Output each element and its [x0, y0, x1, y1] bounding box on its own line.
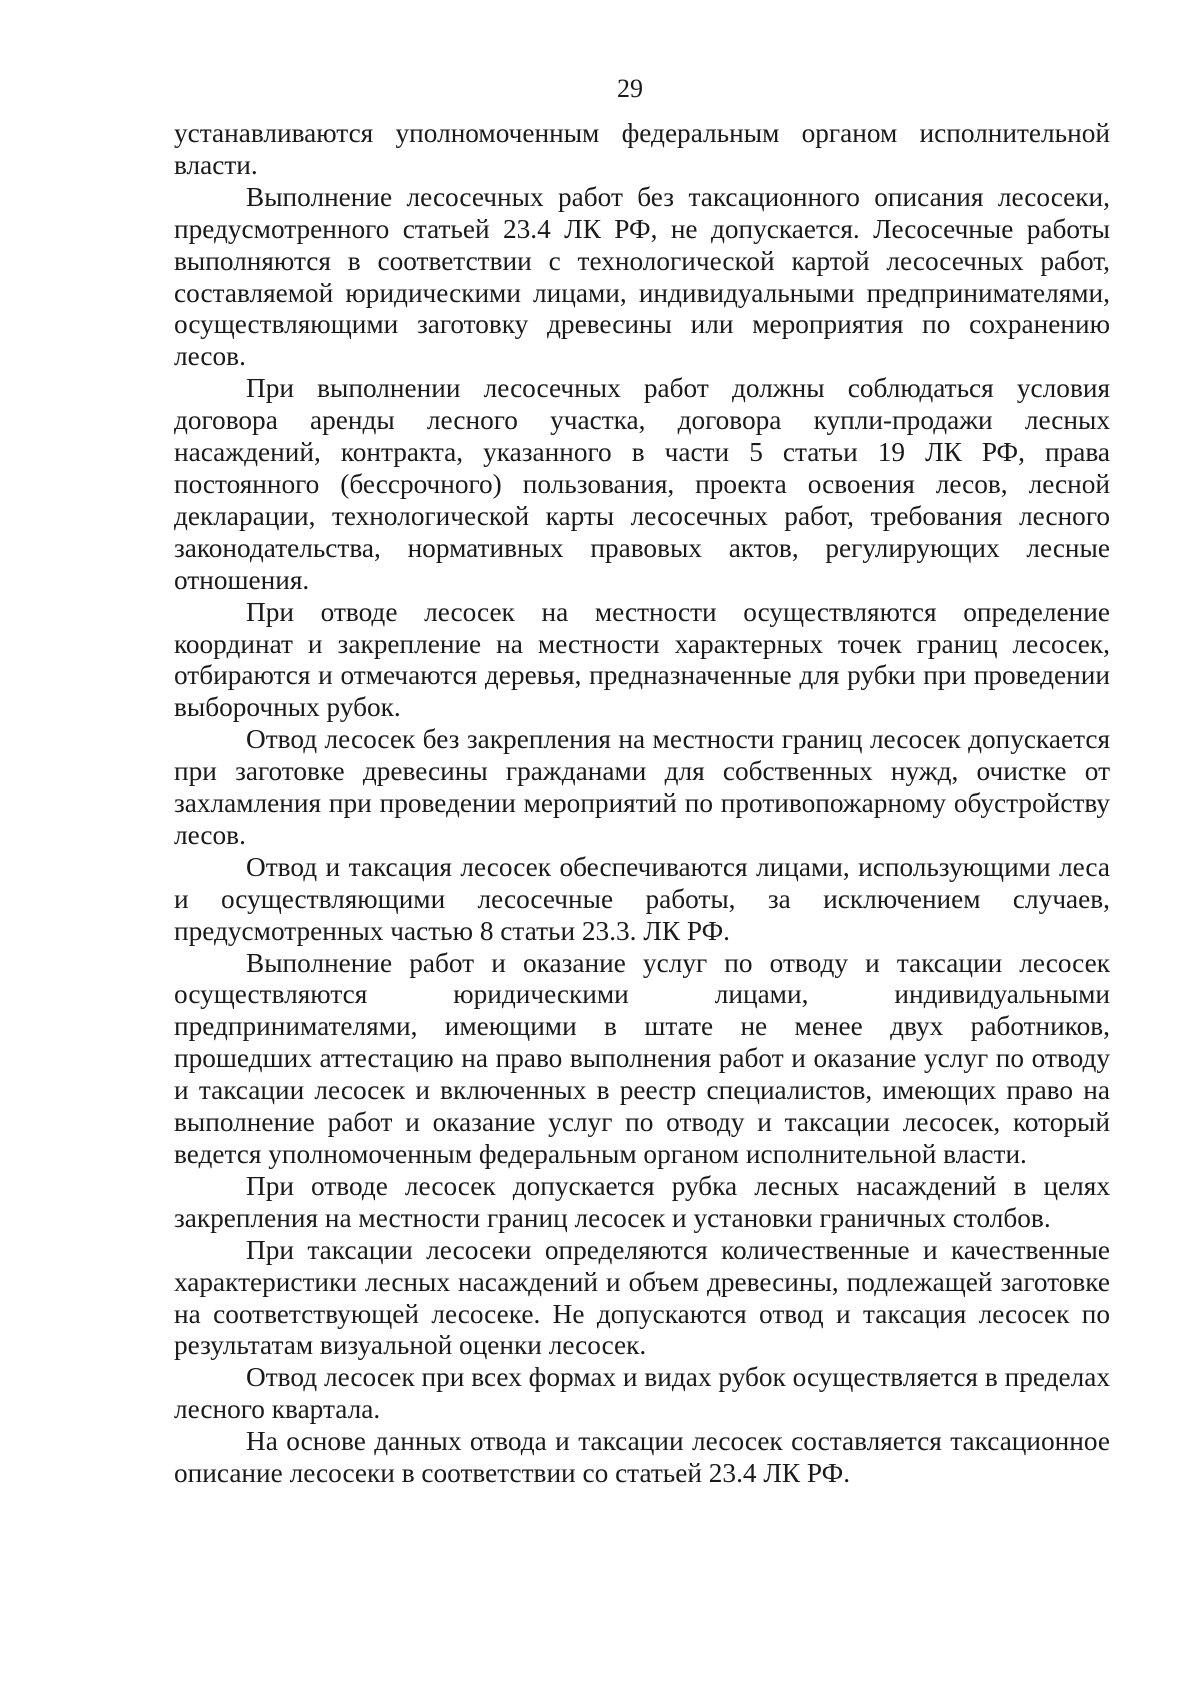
- paragraph-boundary-cutting: При отводе лесосек допускается рубка лесных насаждений в целях закрепления на местности границ лесосек и установки граничных столбов.: [174, 1170, 1110, 1233]
- page-number: 29: [617, 74, 643, 103]
- paragraph-technological-map: Выполнение лесосечных работ без таксационного описания лесосеки, предусмотренного статьей 23.4 ЛК РФ, не допускается. Лесосечные работы выполняются в соответствии с технологической картой лесосечных работ, составляемой юридическими лицами, индивидуальными предпринимателями, осуществляющими заготовку древесины или мероприятия по сохранению лесов.: [174, 181, 1110, 372]
- paragraph-allocation-responsibility: Отвод и таксация лесосек обеспечиваются лицами, использующими леса и осуществляющими лесосечные работы, за исключением случаев, предусмотренных частью 8 статьи 23.3. ЛК РФ.: [174, 851, 1110, 946]
- paragraph-allocation-without-fixing: Отвод лесосек без закрепления на местности границ лесосек допускается при заготовке древесины гражданами для собственных нужд, очистке от захламления при проведении мероприятий по противопожарному обустройству лесов.: [174, 724, 1110, 850]
- paragraph-cutting-area-allocation: При отводе лесосек на местности осуществляются определение координат и закрепление на местности характерных точек границ лесосек, отбираются и отмечаются деревья, предназначенные для рубки при проведении выборочных рубок.: [174, 596, 1110, 723]
- paragraph-continuation: устанавливаются уполномоченным федеральным органом исполнительной власти.: [174, 118, 1110, 180]
- paragraph-service-providers: Выполнение работ и оказание услуг по отводу и таксации лесосек осуществляются юридическими лицами, индивидуальными предпринимателями, имеющими в штате не менее двух работников, прошедших аттестацию на право выполнения работ и оказание услуг по отводу и таксации лесосек и включенных в реестр специалистов, имеющих право на выполнение работ и оказание услуг по отводу и таксации лесосек, который ведется уполномоченным федеральным органом исполнительной власти.: [174, 947, 1110, 1169]
- paragraph-logging-conditions: При выполнении лесосечных работ должны соблюдаться условия договора аренды лесного участка, договора купли-продажи лесных насаждений, контракта, указанного в части 5 статьи 19 ЛК РФ, права постоянного (бессрочного) пользования, проекта освоения лесов, лесной декларации, технологической карты лесосечных работ, требования лесного законодательства, нормативных правовых актов, регулирующих лесные отношения.: [174, 373, 1110, 595]
- paragraph-taxation-characteristics: При таксации лесосеки определяются количественные и качественные характеристики лесных насаждений и объем древесины, подлежащей заготовке на соответствующей лесосеке. Не допускаются отвод и таксация лесосек по результатам визуальной оценки лесосек.: [174, 1234, 1110, 1361]
- document-body: [174, 118, 1110, 1490]
- paragraph-forest-quarter: Отвод лесосек при всех формах и видах рубок осуществляется в пределах лесного квартала.: [174, 1362, 1110, 1425]
- paragraph-taxation-description: На основе данных отвода и таксации лесосек составляется таксационное описание лесосеки в соответствии со статьей 23.4 ЛК РФ.: [174, 1426, 1110, 1489]
